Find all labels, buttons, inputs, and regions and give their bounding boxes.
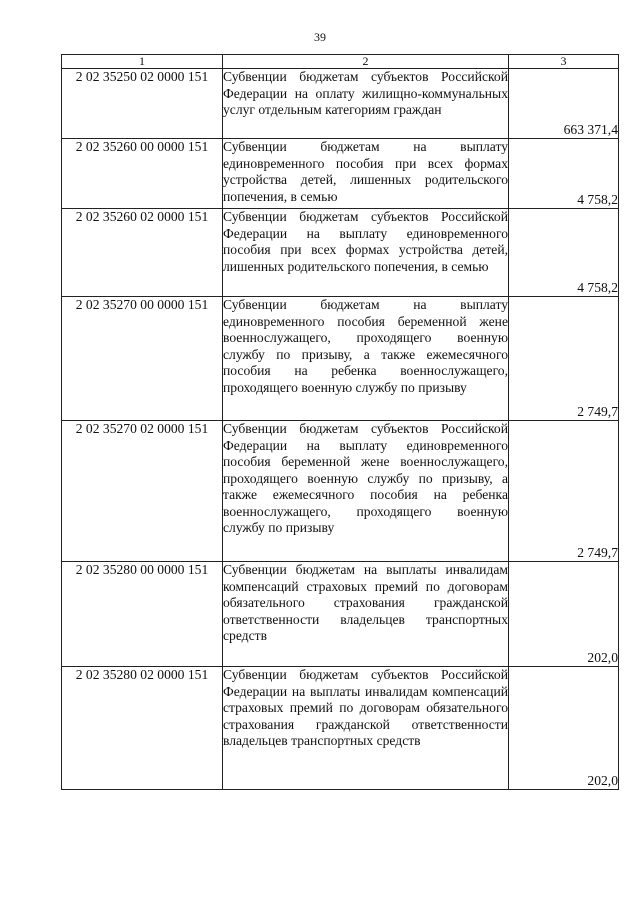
page-number: 39 (314, 30, 326, 44)
row-amount: 4 758,2 (509, 139, 619, 209)
row-description: Субвенции бюджетам субъектов Российской Федерации на выплату единовременного пособия беременной жене военнослужащего, проходящего военную службу по призыву, а также ежемесячного пособия на ребенка военнослужащего, проходящего военную службу по призыву (223, 421, 509, 562)
row-code: 2 02 35260 02 0000 151 (62, 209, 223, 297)
table-row (62, 562, 619, 667)
table-row (62, 421, 619, 562)
row-code: 2 02 35250 02 0000 151 (62, 69, 223, 139)
row-amount: 2 749,7 (509, 297, 619, 421)
table-row (62, 209, 619, 297)
row-description: Субвенции бюджетам на выплату единовременного пособия при всех формах устройства детей, лишенных родительского попечения, в семью (223, 139, 509, 209)
row-code: 2 02 35270 02 0000 151 (62, 421, 223, 562)
row-code: 2 02 35280 02 0000 151 (62, 667, 223, 790)
budget-table (61, 54, 619, 790)
row-amount: 4 758,2 (509, 209, 619, 297)
row-description: Субвенции бюджетам на выплаты инвалидам компенсаций страховых премий по договорам обязательного страхования гражданской ответственности владельцев транспортных средств (223, 562, 509, 667)
column-header-amount: 3 (509, 55, 619, 69)
table-row (62, 139, 619, 209)
row-code: 2 02 35280 00 0000 151 (62, 562, 223, 667)
table-header-row (62, 55, 619, 69)
row-description: Субвенции бюджетам субъектов Российской Федерации на выплаты инвалидам компенсаций страховых премий по договорам обязательного страхования гражданской ответственности владельцев транспортных средств (223, 667, 509, 790)
row-description: Субвенции бюджетам субъектов Российской Федерации на оплату жилищно-коммунальных услуг отдельным категориям граждан (223, 69, 509, 139)
row-amount: 202,0 (509, 667, 619, 790)
row-code: 2 02 35260 00 0000 151 (62, 139, 223, 209)
row-description: Субвенции бюджетам субъектов Российской Федерации на выплату единовременного пособия при всех формах устройства детей, лишенных родительского попечения, в семью (223, 209, 509, 297)
table-row (62, 69, 619, 139)
table-row (62, 667, 619, 790)
column-header-description: 2 (223, 55, 509, 69)
column-header-code: 1 (62, 55, 223, 69)
row-code: 2 02 35270 00 0000 151 (62, 297, 223, 421)
table-row (62, 297, 619, 421)
row-description: Субвенции бюджетам на выплату единовременного пособия беременной жене военнослужащего, проходящего военную службу по призыву, а также ежемесячного пособия на ребенка военнослужащего, проходящего военную службу по призыву (223, 297, 509, 421)
row-amount: 202,0 (509, 562, 619, 667)
row-amount: 663 371,4 (509, 69, 619, 139)
row-amount: 2 749,7 (509, 421, 619, 562)
